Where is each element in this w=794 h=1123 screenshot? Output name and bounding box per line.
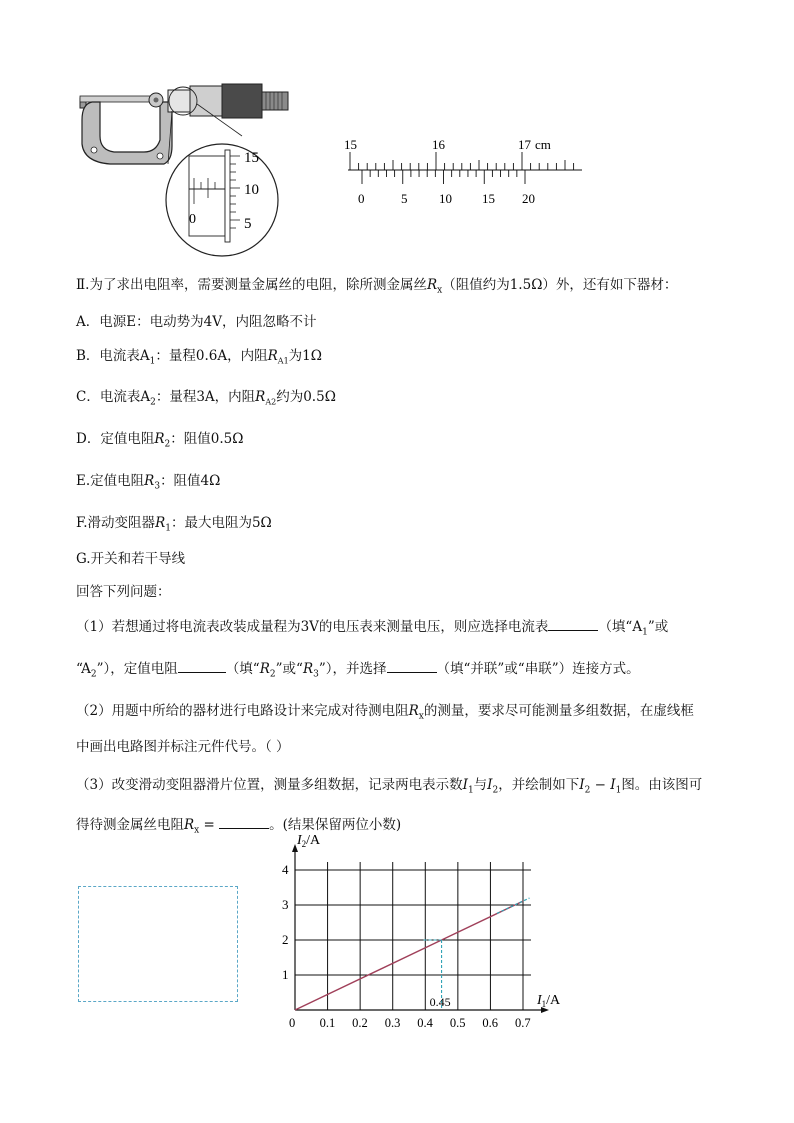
q1-f-sub: 2 <box>269 669 276 680</box>
q3-s1sub: 1 <box>467 785 474 796</box>
q2-sym: R <box>408 703 419 719</box>
q3-s3: I <box>579 777 585 793</box>
eq-c-sym2: R <box>255 389 266 405</box>
q2-line2 <box>76 738 290 756</box>
eq-f-sub: 1 <box>165 523 171 534</box>
eq-b-post2: 为1Ω <box>288 348 322 364</box>
eq-g-text: G.开关和若干导线 <box>76 551 186 567</box>
q3-dash: − <box>590 777 611 793</box>
eq-d-post: ：阻值0.5Ω <box>170 431 244 447</box>
intro-pre: Ⅱ.为了求出电阻率，需要测量金属丝的电阻，除所测金属丝 <box>76 277 427 293</box>
equipment-d <box>76 430 243 454</box>
q1-f-sym: R <box>259 661 270 677</box>
eq-d-sub: 2 <box>164 439 171 450</box>
i2-i1-chart <box>280 833 580 1035</box>
q3-mid: 与 <box>473 777 488 793</box>
answer-prompt-text: 回答下列问题： <box>76 584 171 600</box>
rx-sub: x <box>437 285 443 296</box>
equipment-f <box>76 514 272 538</box>
equipment-g <box>76 550 185 568</box>
eq-c-post2: 约为0.5Ω <box>276 389 336 405</box>
q2-b: 的测量，要求尽可能测量多组数据，在虚线框 <box>423 703 694 719</box>
y-tick-label: 2 <box>282 932 289 947</box>
sleeve-label-0: 0 <box>189 212 196 227</box>
answer-prompt <box>76 583 171 601</box>
q2-c: 中画出电路图并标注元件代号。（ ） <box>76 739 290 755</box>
eq-f-pre: F.滑动变阻器 <box>76 515 156 531</box>
q3-s4sub: 1 <box>615 785 622 796</box>
y-tick-label: 1 <box>282 967 289 982</box>
q1-line2 <box>76 660 640 684</box>
q1-b-sub: 1 <box>642 627 648 638</box>
q3-b: ，并绘制如下 <box>498 777 580 793</box>
q3-c: 图。由该图可 <box>621 777 703 793</box>
q3-d: 得待测金属丝电阻 <box>76 817 184 833</box>
vernier-label-20: 20 <box>522 191 535 206</box>
x-axis-label: $I_1/A$ <box>537 993 561 1009</box>
vernier-label-15: 15 <box>482 191 495 206</box>
equipment-a <box>76 313 316 331</box>
q1-d-sub: 2 <box>90 669 97 680</box>
y-tick-label: 4 <box>282 862 289 877</box>
eq-e-post: ：阻值4Ω <box>160 473 221 489</box>
q3-line1 <box>76 776 702 800</box>
q2-line1 <box>76 702 694 726</box>
x-tick-label: 0.5 <box>449 1016 466 1030</box>
q1-c: ”或 <box>647 619 669 635</box>
annotation-label: 0.45 <box>429 995 451 1009</box>
micrometer-figure <box>72 80 312 260</box>
eq-b-sym2: R <box>267 348 278 364</box>
q1-line1 <box>76 618 668 642</box>
q3-s3sub: 2 <box>584 785 591 796</box>
intro-post: （阻值约为1.5Ω）外，还有如下器材： <box>442 277 678 293</box>
eq-a-text: A．电源E：电动势为4V，内阻忽略不计 <box>76 314 317 330</box>
q1-a: （1）若想通过将电流表改装成量程为3V的电压表来测量电压，则应选择电流表 <box>76 619 549 635</box>
vernier-label-5: 5 <box>401 191 408 206</box>
q1-g-sub: 3 <box>313 669 319 680</box>
q1-i: （填“并联”或“串联”）连接方式。 <box>436 661 640 677</box>
eq-f-post: ：最大电阻为5Ω <box>170 515 272 531</box>
q3-s2sub: 2 <box>492 785 499 796</box>
eq-b-post: ：量程0.6A，内阻 <box>155 348 268 364</box>
x-tick-label: 0.1 <box>319 1016 336 1030</box>
main-unit: cm <box>535 137 551 152</box>
main-label-15: 15 <box>344 137 357 152</box>
eq-d-pre: D．定值电阻 <box>76 431 155 447</box>
q3-e: 。(结果保留两位小数) <box>269 817 402 833</box>
circuit-answer-box[interactable] <box>78 886 238 1002</box>
eq-b-sub: 1 <box>149 356 156 367</box>
eq-e-sub: 3 <box>154 481 161 492</box>
q1-blank-ammeter[interactable] <box>548 618 598 631</box>
q3-a: （3）改变滑动变阻器滑片位置，测量多组数据，记录两电表示数 <box>76 777 463 793</box>
eq-b-pre: B．电流表A <box>76 348 150 364</box>
x-tick-label: 0.3 <box>384 1016 401 1030</box>
q1-g: ”或“ <box>275 661 303 677</box>
x-tick-label: 0.2 <box>352 1016 368 1030</box>
equipment-e <box>76 472 220 496</box>
eq-f-sym: R <box>155 515 166 531</box>
q1-f: （填“ <box>225 661 260 677</box>
rx-symbol: R <box>426 277 438 293</box>
main-label-16: 16 <box>432 137 445 152</box>
vernier-label-0: 0 <box>358 191 365 206</box>
eq-c-sub2: A2 <box>265 397 277 407</box>
q1-blank-connection[interactable] <box>387 660 437 673</box>
q1-g-sym: R <box>302 661 314 677</box>
eq-d-sym: R <box>154 431 165 447</box>
x-tick-label: 0.4 <box>417 1016 433 1030</box>
eq-c-post: ：量程3A，内阻 <box>155 389 256 405</box>
main-label-17: 17 <box>518 137 531 152</box>
q1-h: ”），并选择 <box>318 661 387 677</box>
q1-d: “A <box>76 661 91 677</box>
q3-sub: x <box>194 825 200 836</box>
q1-b: （填“A <box>598 619 643 635</box>
q3-blank-resistance[interactable] <box>219 816 269 829</box>
eq-c-sub: 2 <box>150 397 156 408</box>
eq-b-sub2: A1 <box>277 356 289 366</box>
data-line <box>295 901 523 1010</box>
thimble-label-10: 10 <box>244 182 259 198</box>
q3-eq: = <box>199 817 220 833</box>
q3-line2 <box>76 816 401 840</box>
y-tick-label: 3 <box>282 897 289 912</box>
q2-a: （2）用题中所给的器材进行电路设计来完成对待测电阻 <box>76 703 409 719</box>
x-tick-label: 0.7 <box>515 1016 531 1030</box>
eq-c-pre: C．电流表A <box>76 389 151 405</box>
q3-s1: I <box>462 777 468 793</box>
eq-e-pre: E.定值电阻 <box>76 473 145 489</box>
equipment-b <box>76 347 322 371</box>
equipment-c <box>76 388 336 412</box>
eq-e-sym: R <box>144 473 155 489</box>
q1-blank-resistor[interactable] <box>178 660 226 673</box>
q3-sym: R <box>184 817 195 833</box>
vernier-caliper-figure <box>340 135 590 210</box>
thimble-label-15: 15 <box>244 150 259 166</box>
q3-s4: I <box>610 777 616 793</box>
origin-label: 0 <box>289 1016 296 1030</box>
intro-line <box>76 276 677 300</box>
vernier-label-10: 10 <box>439 191 452 206</box>
y-axis-label: $I_2/A$ <box>297 833 321 849</box>
thimble-label-5: 5 <box>244 216 252 232</box>
q2-sub: x <box>418 711 424 722</box>
q1-e: ”），定值电阻 <box>96 661 178 677</box>
q3-s2: I <box>487 777 493 793</box>
x-tick-label: 0.6 <box>482 1016 499 1030</box>
